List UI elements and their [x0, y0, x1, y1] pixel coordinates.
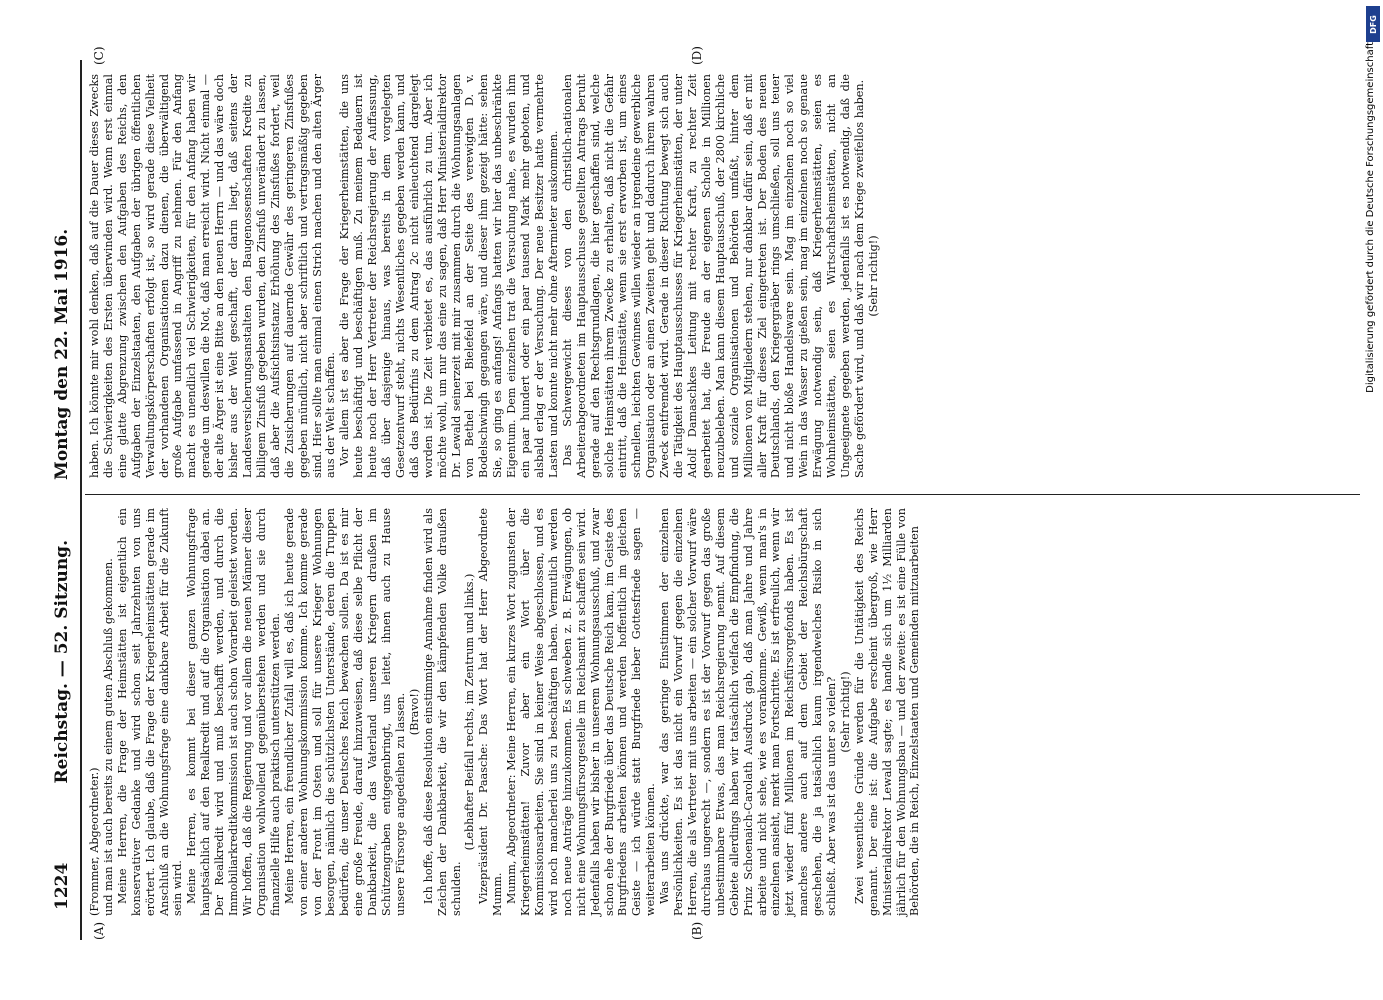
digitization-note	[1362, 12, 1380, 987]
interjection: (Sehr richtig!)	[866, 235, 880, 317]
margin-marker-a: (A)	[92, 921, 106, 940]
paragraph: Zwei wesentliche Gründe werden für die Untätigkeit des Reichs genannt. Der eine ist: die Aufgabe erscheint übergroß, wie Herr Ministerialdirektor Lewald sagte; es handle sich um 1½ Milliarden jährlich für den Wohnungsbau — und der zweite: es ist eine Fülle von Behörden, die in Reich, Einzelstaaten und Gemeinden mitzuarbeiten	[852, 508, 922, 916]
paragraph: Vizepräsident Dr. Paasche: Das Wort hat der Herr Abgeordnete Mumm.	[477, 508, 505, 916]
paragraph: Was uns drückte, war das geringe Einstimmen der einzelnen Persönlichkeiten. Es ist das nicht ein Vorwurf gegen die einzelnen Herren, die als Vertreter mit uns arbeiten — ein solcher Vorwurf wäre durchaus ungerecht —, sondern es ist der Vorwurf gegen das große unbestimmbare Etwas, das man Reichsregierung nennt. Auf diesem Gebiete allerdings haben wir tatsächlich vielfach die Empfindung, die Prinz Schoenaich-Carolath Ausdruck gab, daß man Jahre und Jahre arbeite und nicht sehe, wie es vorankomme. Gewiß, wenn man's in einzelnen ansieht, merkt man Fortschritte. Es ist erfreulich, wenn wir jetzt wieder fünf Millionen im Reichsfürsorgefonds haben. Es ist manches andere auch auf dem Gebiet der Reichsbürgschaft geschehen, die ja tatsächlich kaum irgendwelches Risiko in sich schließt. Aber was ist das unter so vielen?	[658, 508, 839, 916]
column-divider	[85, 494, 1360, 495]
paragraph: Ich hoffe, daß diese Resolution einstimmige Annahme finden wird als Zeichen der Dankbarkeit, die wir den kämpfenden Volke draußen schulden.	[421, 508, 463, 916]
margin-marker-c: (C)	[92, 46, 106, 65]
margin-marker-b: (B)	[690, 921, 704, 940]
paragraph: Das Schwergewicht dieses von den christlich-nationalen Arbeiterabgeordneten im Hauptausschusse gestellten Antrags beruht gerade auf den Rechtsgrundlagen, die hier geschaffen sind, welche solche Heimstätten ihrem Zwecke zu erhalten, daß nicht die Gefahr eintritt, daß die Heimstätte, wenn sie erst erworben ist, um eines schnellen, leichten Gewinnes willen wieder an irgendeine gewerbliche Organisation oder an einen Zweiten geht und dadurch ihrem wahren Zweck entfremdet wird. Gerade in dieser Richtung bewegt sich auch die Tätigkeit des Hauptausschusses für Kriegerheimstätten, der unter Adolf Damaschkes Leitung mit rechter Kraft, zu rechter Zeit gearbeitet hat, die Freude an der eigenen Scholle in Millionen neuzubeleben. Man kann diesem Hauptausschuß, der 2800 kirchliche und soziale Organisationen und Behörden umfaßt, hinter dem Millionen von Mitgliedern stehen, nur dankbar dafür sein, daß er mit aller Kraft für dieses Ziel eingetreten ist. Der Boden des neuen Deutschlands, den Kriegergräber rings umschließen, soll uns teuer und nicht bloße Handelsware sein. Mag im einzelnen noch so viel Wein in das Wasser zu gießen sein, mag im einzelnen noch so genaue Erwägung notwendig sein, daß Kriegerheimstätten, seien es Wohnheimstätten, seien es Wirtschaftsheimstätten, nicht an Ungeeignete gegeben werden, jedenfalls ist es notwendig, daß die Sache gefördert wird, und daß wir nach dem Kriege zweifellos haben.	[560, 74, 866, 478]
header-left	[52, 540, 76, 910]
paragraph: Meine Herren, ein freundlicher Zufall will es, daß ich heute gerade von einer anderen Wohnungskommission komme. Ich komme gerade von der Front im Osten und soll für unsere Krieger Wohnungen besorgen, nämlich die schützlichsten Unterstände, deren die Truppen bedürfen, die unser Deutsches Reich bewachen sollen. Da ist es mir eine große Freude, darauf hinzuweisen, daß diese selbe Pflicht der Dankbarkeit, die das Vaterland unseren Kriegern draußen im Schützengraben entgegenbringt, uns leitet, ihnen auch zu Hause unsere Fürsorge angedeihen zu lassen.	[282, 508, 407, 916]
header-date: Montag den 22. Mai 1916.	[52, 228, 72, 480]
paragraph: Mumm, Abgeordneter: Meine Herren, ein kurzes Wort zugunsten der Kriegerheimstätten! Zuvor aber ein Wort über die Kommissionsarbeiten. Sie sind in keiner Weise abgeschlossen, und es wird noch mancherlei uns zu beschäftigen haben. Vermutlich werden noch neue Anträge hinzukommen. Es schweben z. B. Erwägungen, ob nicht eine Wohnungsfürsorgestelle im Reichsamt zu schaffen sein wird. Jedenfalls haben wir bisher in unserem Wohnungsausschuß, und zwar schon ehe der Burgfriede über das Deutsche Reich kam, im Geiste des Burgfriedens arbeiten können und werden hoffentlich im gleichen Geiste — ich würde statt Burgfriede lieber Gottesfriede sagen — weiterarbeiten können.	[505, 508, 658, 916]
interjection: (Lebhafter Beifall rechts, im Zentrum und links.)	[463, 573, 477, 851]
header-rule	[80, 60, 82, 940]
speaker-attribution: (Frommer, Abgeordneter.)	[88, 767, 101, 916]
digitization-note-text: Digitalisierung gefördert durch die Deutsche Forschungsgemeinschaft	[1365, 42, 1376, 393]
session-title: Reichstag. — 52. Sitzung.	[52, 540, 72, 784]
interjection: (Bravo!)	[407, 688, 421, 736]
paragraph: Meine Herren, die Frage der Heimstätten ist eigentlich ein konservativer Gedanke und wird schon seit Jahrzehnten von uns erörtert. Ich glaube, daß die Frage der Kriegerheimstätten gerade im Anschluß an die Wohnungsfrage eine dankbare Arbeit für die Zukunft sein wird.	[115, 508, 185, 916]
margin-marker-d: (D)	[690, 46, 704, 65]
paragraph: und man ist auch bereits zu einem guten Abschluß gekommen.	[101, 558, 115, 916]
left-column	[88, 508, 1358, 916]
page-number: 1224	[52, 862, 72, 910]
interjection: (Sehr richtig!)	[838, 671, 852, 753]
paragraph: Meine Herren, es kommt bei dieser ganzen Wohnungsfrage hauptsächlich auf den Realkredit und auf die Organisation dabei an. Der Realkredit wird und muß beschafft werden, und durch die Immobiliarkreditkommission ist auch schon Vorarbeit geleistet worden. Wir hoffen, daß die Regierung und vor allem die neuen Männer dieser Organisation wohlwollend gegenüberstehen werden und sie durch finanzielle Hilfe auch praktisch unterstützen werden.	[185, 508, 282, 916]
dfg-logo-text: DFG	[1368, 14, 1378, 34]
paragraph: Vor allem ist es aber die Frage der Kriegerheimstätten, die uns heute beschäftigt und beschäftigen muß. Zu meinem Bedauern ist heute noch der Herr Vertreter der Reichsregierung der Auffassung, daß über dasjenige hinaus, was bereits in dem vorgelegten Gesetzentwurf steht, nichts Wesentliches gegeben werden kann, und daß das Bedürfnis zu dem Antrag 2c nicht einleuchtend dargelegt worden ist. Die Zeit verbietet es, das ausführlich zu tun. Aber ich möchte wohl, um nur das eine zu sagen, daß Herr Ministerialdirektor Dr. Lewald seinerzeit mit mir zusammen durch die Wohnungsanlagen von Bethel bei Bielefeld an der Seite des verewigten D. v. Bodelschwingh gegangen wäre, und dieser ihm gezeigt hätte: sehen Sie, so ging es anfangs! Anfangs hatten wir hier das unbeschränkte Eigentum. Dem einzelnen trat die Versuchung nahe, es wurden ihm ein paar hundert oder ein paar tausend Mark mehr geboten, und alsbald erlag er der Versuchung. Der neue Besitzer hatte vermehrte Lasten und konnte nicht mehr ohne Aftermieter auskommen.	[338, 74, 560, 478]
right-column	[88, 74, 1358, 478]
paragraph: haben. Ich könnte mir wohl denken, daß auf die Dauer dieses Zwecks die Schwierigkeiten des Ersten überwinden wird. Wenn erst einmal eine glatte Abgrenzung zwischen den Aufgaben des Reichs, den Aufgaben der Einzelstaaten, den Aufgaben der übrigen öffentlichen Verwaltungskörperschaften erfolgt ist, so wird gerade diese Vielheit der vorhandenen Organisationen dazu dienen, die überwältigend große Aufgabe umfassend in Angriff zu nehmen. Für den Anfang macht es unendlich viel Schwierigkeiten, für den Anfang haben wir gerade um deswillen die Not, daß man erreicht wird. Nicht einmal — der alte Ärger ist eine Bitte an den neuen Herrn — und das wäre doch bisher aus der Welt geschafft, der darin liegt, daß seitens der Landesversicherungsanstalten den Baugenossenschaften Kredite zu billigem Zinsfuß gegeben wurden, den Zinsfuß unverändert zu lassen, daß aber die Aufsichtsinstanz Erhöhung des Zinsfußes fordert, weil die Zusicherungen auf dauernde Gewähr des geringeren Zinsfußes gegeben mündlich, nicht aber schriftlich und vertragsmäßig gegeben sind. Hier sollte man einmal einen Strich machen und den alten Ärger aus der Welt schaffen.	[88, 74, 338, 478]
